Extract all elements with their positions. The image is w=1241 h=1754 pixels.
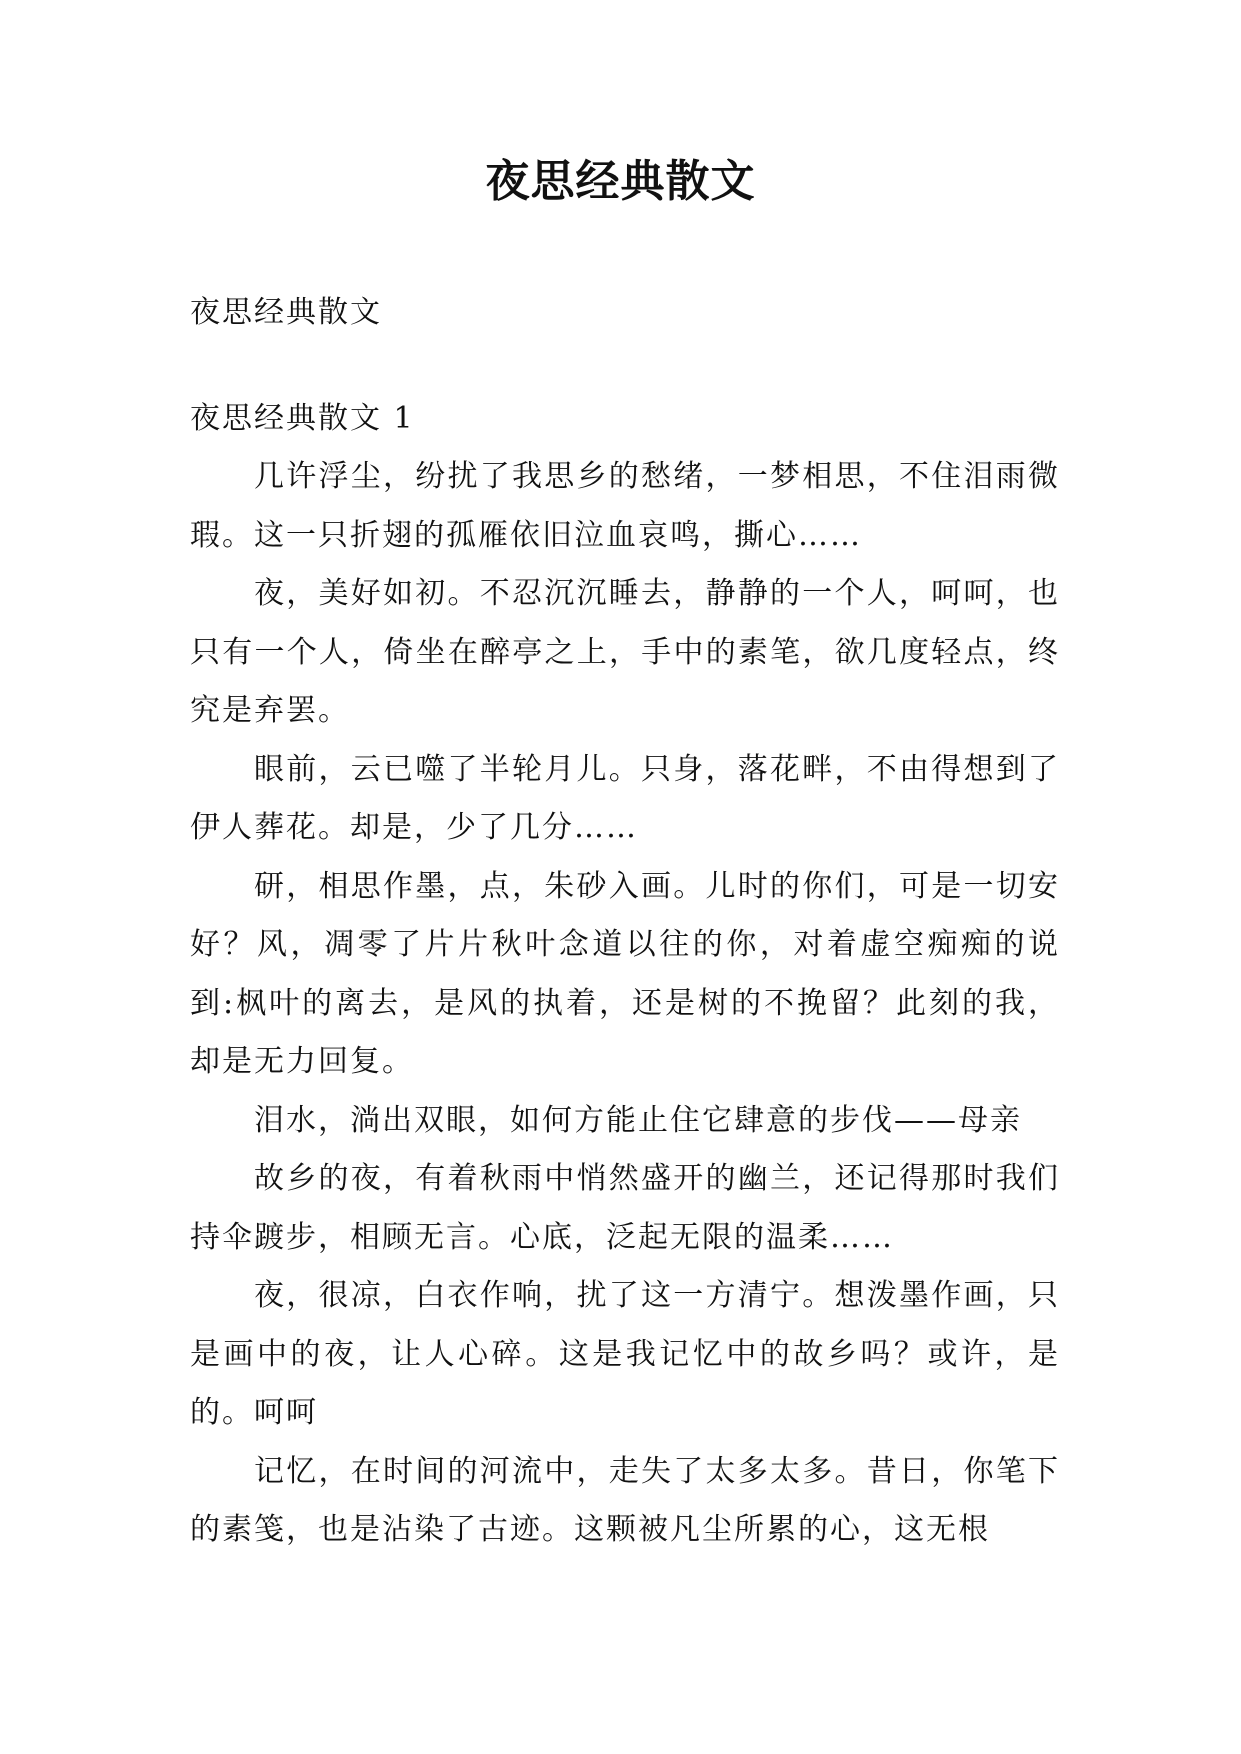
paragraph: 眼前，云已噬了半轮月儿。只身，落花畔，不由得想到了伊人葬花。却是，少了几分…… — [190, 751, 1060, 845]
document-subtitle: 夜思经典散文 — [190, 295, 382, 330]
paragraph: 泪水，淌出双眼，如何方能止住它肆意的步伐——母亲 — [254, 1102, 1022, 1138]
document-title: 夜思经典散文 — [485, 156, 756, 207]
paragraph: 研，相思作墨，点，朱砂入画。儿时的你们，可是一切安好？风，凋零了片片秋叶念道以往的你，对着虚空痴痴的说到:枫叶的离去，是风的执着，还是树的不挽留？此刻的我，却是无力回复。 — [190, 868, 1060, 1079]
document-body — [190, 284, 1060, 1560]
paragraph: 故乡的夜，有着秋雨中悄然盛开的幽兰，还记得那时我们持伞踱步，相顾无言。心底，泛起无限的温柔…… — [190, 1161, 1060, 1255]
section-heading: 夜思经典散文 1 — [190, 401, 415, 436]
paragraph: 夜，很凉，白衣作响，扰了这一方清宁。想泼墨作画，只是画中的夜，让人心碎。这是我记忆中的故乡吗？或许，是的。呵呵 — [190, 1278, 1060, 1430]
paragraph: 几许浮尘，纷扰了我思乡的愁绪，一梦相思，不住泪雨微瑕。这一只折翅的孤雁依旧泣血哀鸣，撕心…… — [190, 459, 1060, 553]
paragraph: 记忆，在时间的河流中，走失了太多太多。昔日，你笔下的素笺，也是沾染了古迹。这颗被凡尘所累的心，这无根 — [190, 1453, 1060, 1547]
paragraph: 夜，美好如初。不忍沉沉睡去，静静的一个人，呵呵，也只有一个人，倚坐在醉亭之上，手中的素笔，欲几度轻点，终究是弃罢。 — [190, 576, 1060, 728]
